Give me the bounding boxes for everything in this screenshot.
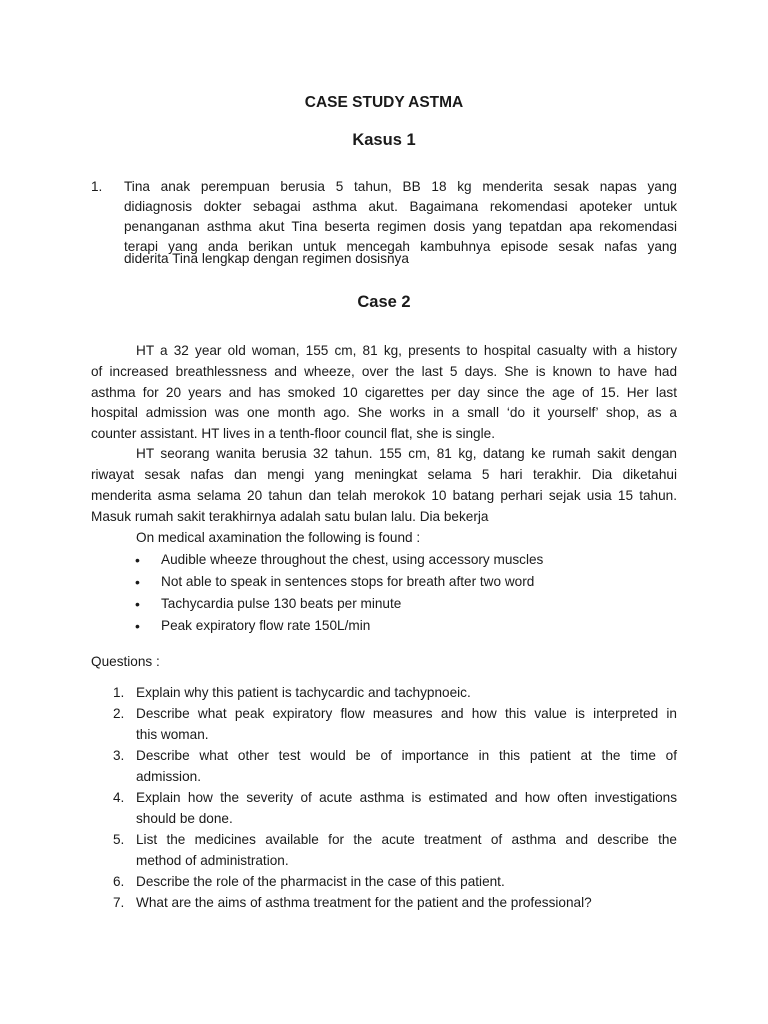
case-2-id-line-3: menderita asma selama 20 tahun dan telah merokok 10 batang perhari sejak usia 15 tahun. <box>91 488 677 503</box>
kasus-1-item-number: 1. <box>91 179 103 194</box>
bullet-icon: • <box>135 574 140 590</box>
finding-item: Peak expiratory flow rate 150L/min <box>161 618 371 633</box>
bullet-icon: • <box>135 552 140 568</box>
finding-item: Tachycardia pulse 130 beats per minute <box>161 596 402 611</box>
kasus-1-line-5: diderita Tina lengkap dengan regimen dosisnya <box>124 251 409 266</box>
question-line: Describe the role of the pharmacist in the case of this patient. <box>136 874 505 889</box>
questions-heading: Questions : <box>91 654 160 669</box>
case-2-id-line-4: Masuk rumah sakit terakhirnya adalah satu bulan lalu. Dia bekerja <box>91 509 489 524</box>
question-line: should be done. <box>136 811 233 826</box>
case-2-en-line-5: counter assistant. HT lives in a tenth-floor council flat, she is single. <box>91 426 495 441</box>
question-line: admission. <box>136 769 201 784</box>
document-title: CASE STUDY ASTMA <box>304 94 464 111</box>
question-line: What are the aims of asthma treatment for the patient and the professional? <box>136 895 592 910</box>
finding-item: Audible wheeze throughout the chest, using accessory muscles <box>161 552 544 567</box>
bullet-icon: • <box>135 596 140 612</box>
kasus-1-line-4: terapi yang anda berikan untuk mencegah kambuhnya episode sesak nafas yang <box>124 239 677 254</box>
finding-item: Not able to speak in sentences stops for breath after two word <box>161 574 535 589</box>
question-number: 5. <box>113 832 125 847</box>
question-line: method of administration. <box>136 853 289 868</box>
question-line: List the medicines available for the acute treatment of asthma and describe the <box>136 832 677 847</box>
bullet-icon: • <box>135 618 140 634</box>
case-2-id-line-2: riwayat sesak nafas dan mengi yang meningkat selama 5 hari terakhir. Dia diketahui <box>91 467 677 482</box>
case-2-en-line-1: HT a 32 year old woman, 155 cm, 81 kg, presents to hospital casualty with a history <box>136 343 677 358</box>
question-line: Describe what other test would be of importance in this patient at the time of <box>136 748 677 763</box>
question-line: this woman. <box>136 727 209 742</box>
case-2-heading: Case 2 <box>357 293 411 311</box>
case-2-id-line-1: HT seorang wanita berusia 32 tahun. 155 cm, 81 kg, datang ke rumah sakit dengan <box>136 446 677 461</box>
case-2-en-line-4: hospital admission was one month ago. She works in a small ‘do it yourself’ shop, as a <box>91 405 677 420</box>
case-2-en-line-2: of increased breathlessness and wheeze, over the last 5 days. She is known to have had <box>91 364 677 379</box>
question-number: 3. <box>113 748 125 763</box>
question-number: 7. <box>113 895 125 910</box>
question-number: 6. <box>113 874 125 889</box>
question-number: 4. <box>113 790 125 805</box>
kasus-1-heading: Kasus 1 <box>352 131 416 149</box>
kasus-1-line-3: penanganan asthma akut Tina beserta regimen dosis yang tepatdan apa rekomendasi <box>124 219 677 234</box>
case-2-en-line-3: asthma for 20 years and has smoked 10 cigarettes per day since the age of 15. Her last <box>91 385 677 400</box>
kasus-1-line-1: Tina anak perempuan berusia 5 tahun, BB 18 kg menderita sesak napas yang <box>124 179 677 194</box>
question-line: Explain why this patient is tachycardic and tachypnoeic. <box>136 685 471 700</box>
question-line: Explain how the severity of acute asthma is estimated and how often investigations <box>136 790 677 805</box>
question-line: Describe what peak expiratory flow measures and how this value is interpreted in <box>136 706 677 721</box>
question-number: 2. <box>113 706 125 721</box>
case-2-exam-intro: On medical axamination the following is found : <box>136 530 421 545</box>
kasus-1-line-2: didiagnosis dokter sebagai asthma akut. Bagaimana rekomendasi apoteker untuk <box>124 199 677 214</box>
question-number: 1. <box>113 685 125 700</box>
